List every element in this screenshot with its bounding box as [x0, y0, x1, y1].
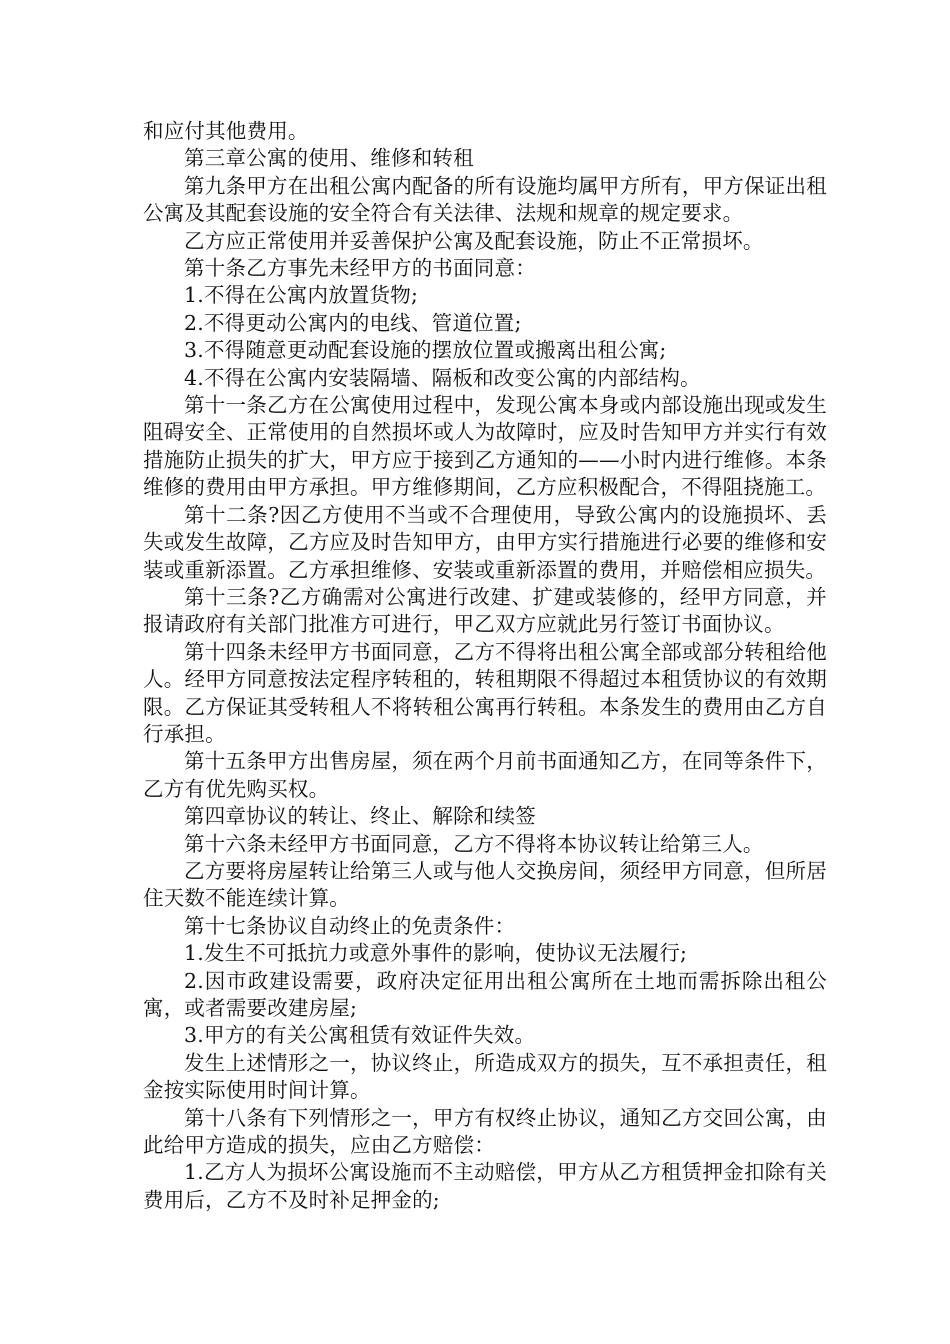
- paragraph: 3.不得随意更动配套设施的摆放位置或搬离出租公寓;: [184, 338, 667, 363]
- paragraph: 2.因市政建设需要，政府决定征用出租公寓所在土地而需拆除出租公寓，或者需要改建房屋;: [143, 968, 827, 1020]
- paragraph: 第十一条乙方在公寓使用过程中，发现公寓本身或内部设施出现或发生阻碍安全、正常使用的自然损坏或人为故障时，应及时告知甲方并实行有效措施防止损失的扩大，甲方应于接到乙方通知的——小时内进行维修。本条维修的费用由甲方承担。甲方维修期间，乙方应积极配合，不得阻挠施工。: [143, 393, 827, 500]
- paragraph: 第四章协议的转让、终止、解除和续签: [184, 804, 536, 829]
- paragraph: 第三章公寓的使用、维修和转租: [184, 146, 474, 171]
- paragraph: 乙方应正常使用并妥善保护公寓及配套设施，防止不正常损坏。: [184, 228, 764, 253]
- paragraph: 2.不得更动公寓内的电线、管道位置;: [184, 310, 522, 335]
- paragraph: 4.不得在公寓内安装隔墙、隔板和改变公寓的内部结构。: [184, 365, 701, 390]
- paragraph: 第十五条甲方出售房屋，须在两个月前书面通知乙方，在同等条件下，乙方有优先购买权。: [143, 749, 827, 801]
- paragraph: 第十条乙方事先未经甲方的书面同意：: [184, 256, 536, 281]
- paragraph: 第十三条?乙方确需对公寓进行改建、扩建或装修的，经甲方同意，并报请政府有关部门批准方可进行，甲乙双方应就此另行签订书面协议。: [143, 584, 827, 637]
- paragraph: 第十六条未经甲方书面同意，乙方不得将本协议转让给第三人。: [184, 831, 764, 856]
- paragraph: 第十七条协议自动终止的免责条件：: [184, 913, 516, 938]
- paragraph: 1.发生不可抵抗力或意外事件的影响，使协议无法履行;: [184, 941, 688, 966]
- paragraph: 1.不得在公寓内放置货物;: [184, 283, 419, 308]
- paragraph: 和应付其他费用。: [143, 119, 309, 143]
- paragraph: 第十四条未经甲方书面同意，乙方不得将出租公寓全部或部分转租给他人。经甲方同意按法定程序转租的，转租期限不得超过本租赁协议的有效期限。乙方保证其受转租人不将转租公寓再行转租。本条发生的费用由乙方自行承担。: [143, 639, 827, 746]
- paragraph: 乙方要将房屋转让给第三人或与他人交换房间，须经甲方同意，但所居住天数不能连续计算。: [143, 858, 827, 911]
- document-body: [143, 118, 827, 1214]
- paragraph: 3.甲方的有关公寓租赁有效证件失效。: [184, 1023, 536, 1048]
- paragraph: 第十八条有下列情形之一，甲方有权终止协议，通知乙方交回公寓，由此给甲方造成的损失，应由乙方赔偿：: [143, 1105, 827, 1158]
- paragraph: 第十二条?因乙方使用不当或不合理使用，导致公寓内的设施损坏、丢失或发生故障，乙方应及时告知甲方，由甲方实行措施进行必要的维修和安装或重新添置。乙方承担维修、安装或重新添置的费用，并赔偿相应损失。: [143, 502, 827, 582]
- paragraph: 第九条甲方在出租公寓内配备的所有设施均属甲方所有，甲方保证出租公寓及其配套设施的安全符合有关法律、法规和规章的规定要求。: [143, 173, 827, 226]
- paragraph: 发生上述情形之一，协议终止，所造成双方的损失，互不承担责任，租金按实际使用时间计算。: [143, 1050, 827, 1103]
- paragraph: 1.乙方人为损坏公寓设施而不主动赔偿，甲方从乙方租赁押金扣除有关费用后，乙方不及时补足押金的;: [143, 1160, 827, 1212]
